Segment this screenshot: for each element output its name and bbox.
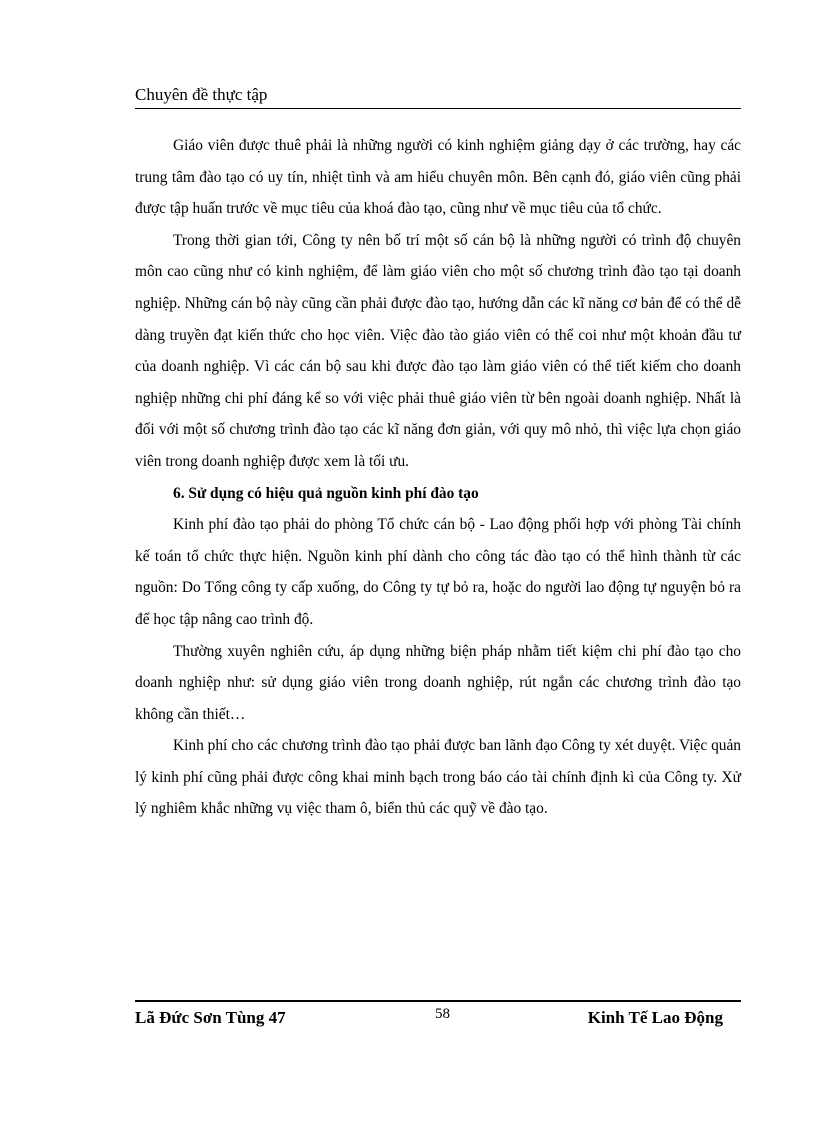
page-footer (135, 1000, 741, 1027)
paragraph-teacher-hiring: Giáo viên được thuê phải là những người có kinh nghiệm giảng dạy ở các trường, hay các trung tâm đào tạo có uy tín, nhiệt tình và am hiểu chuyên môn. Bên cạnh đó, giáo viên cũng phải được tập huấn trước về mục tiêu của khoá đào tạo, cũng như về mục tiêu của tổ chức. (135, 137, 741, 218)
page-header (135, 84, 741, 109)
paragraph-budget-approval: Kinh phí cho các chương trình đào tạo phải được ban lãnh đạo Công ty xét duyệt. Việc quản lý kinh phí cũng phải được công khai minh bạch trong báo cáo tài chính định kì của Công ty. Xử lý nghiêm khắc những vụ việc tham ô, biển thủ các quỹ về đào tạo. (135, 737, 741, 818)
paragraph-cost-saving: Thường xuyên nghiên cứu, áp dụng những biện pháp nhằm tiết kiệm chi phí đào tạo cho doanh nghiệp như: sử dụng giáo viên trong doanh nghiệp, rút ngắn các chương trình đào tạo không cần thiết… (135, 642, 741, 723)
paragraph-funding-sources: Kinh phí đào tạo phải do phòng Tổ chức cán bộ - Lao động phối hợp với phòng Tài chính kế toán tổ chức thực hiện. Nguồn kinh phí dành cho công tác đào tạo có thể hình thành từ các nguồn: Do Tổng công ty cấp xuống, do Công ty tự bỏ ra, hoặc do người lao động tự nguyện bỏ ra để học tập nâng cao trình độ. (135, 516, 741, 628)
header-title: Chuyên đề thực tập (135, 85, 268, 104)
page-number: 58 (435, 1006, 450, 1022)
footer-department: Kinh Tế Lao Động (587, 1008, 723, 1027)
paragraph-internal-teachers: Trong thời gian tới, Công ty nên bố trí một số cán bộ là những người có trình độ chuyên môn cao cũng như có kinh nghiệm, để làm giáo viên cho một số chương trình đào tạo tại doanh nghiệp. Những cán bộ này cũng cần phải được đào tạo, hướng dẫn các kĩ năng cơ bản để có thể dễ dàng truyền đạt kiến thức cho học viên. Việc đào tào giáo viên có thể coi như một khoản đầu tư của doanh nghiệp. Vì các cán bộ sau khi được đào tạo làm giáo viên có thể tiết kiếm cho doanh nghiệp những chi phí đáng kể so với việc phải thuê giáo viên từ bên ngoài doanh nghiệp. Nhất là đối với một số chương trình đào tạo các kĩ năng đơn giản, với quy mô nhỏ, thì việc lựa chọn giáo viên trong doanh nghiệp được xem là tối ưu. (135, 231, 741, 470)
section-heading-6: 6. Sử dụng có hiệu quả nguồn kinh phí đào tạo (173, 484, 479, 502)
footer-author: Lã Đức Sơn Tùng 47 (135, 1008, 286, 1027)
document-body (135, 130, 741, 825)
